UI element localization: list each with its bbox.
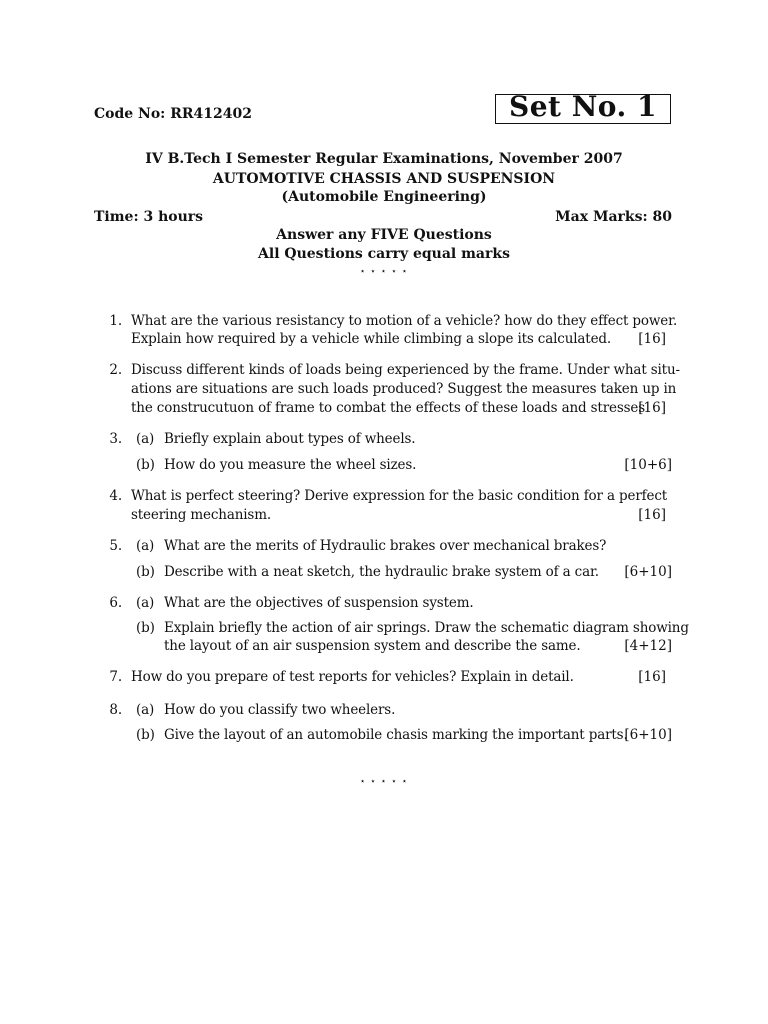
question-marks: [16] — [638, 400, 666, 416]
question-text: How do you classify two wheelers. — [164, 702, 396, 718]
question-text: What are the merits of Hydraulic brakes over mechanical brakes? — [164, 538, 607, 554]
max-marks: Max Marks: 80 — [555, 209, 672, 225]
part-label: (b) — [136, 457, 155, 473]
question-marks: [10+6] — [624, 457, 672, 473]
question-marks: [16] — [638, 507, 666, 523]
instruction-marks: All Questions carry equal marks — [258, 246, 510, 262]
part-label: (a) — [136, 702, 155, 718]
question-text: What is perfect steering? Derive expression for the basic condition for a perfect — [131, 488, 668, 504]
question-marks: [6+10] — [624, 727, 672, 743]
subject-title: AUTOMOTIVE CHASSIS AND SUSPENSION — [212, 171, 556, 187]
header-stars: ⋆ ⋆ ⋆ ⋆ ⋆ — [359, 267, 409, 277]
question-text: Briefly explain about types of wheels. — [164, 431, 416, 447]
question-marks: [6+10] — [624, 564, 672, 580]
exam-title: IV B.Tech I Semester Regular Examinations, November 2007 — [145, 151, 623, 167]
question-text: How do you measure the wheel sizes. — [164, 457, 417, 473]
part-label: (b) — [136, 620, 155, 636]
set-number: Set No. 1 — [509, 90, 657, 123]
question-text: ations are situations are such loads produced? Suggest the measures taken up in — [131, 381, 677, 397]
question-number: 7. — [109, 669, 122, 685]
set-number-box — [495, 90, 671, 124]
question-number: 5. — [109, 538, 122, 554]
part-label: (a) — [136, 595, 155, 611]
part-label: (a) — [136, 538, 155, 554]
question-text: Describe with a neat sketch, the hydraulic brake system of a car. — [164, 564, 599, 580]
question-marks: [16] — [638, 669, 666, 685]
part-label: (b) — [136, 727, 155, 743]
question-number: 3. — [109, 431, 122, 447]
question-text: the layout of an air suspension system and describe the same. — [164, 638, 581, 654]
question-number: 2. — [109, 362, 122, 378]
question-text: How do you prepare of test reports for vehicles? Explain in detail. — [131, 669, 574, 685]
question-text: Discuss different kinds of loads being experienced by the frame. Under what situ- — [131, 362, 680, 378]
part-label: (a) — [136, 431, 155, 447]
question-number: 1. — [109, 313, 122, 329]
question-text: steering mechanism. — [131, 507, 272, 523]
question-number: 8. — [109, 702, 122, 718]
time-allowed: Time: 3 hours — [94, 209, 204, 225]
question-text: Explain briefly the action of air springs. Draw the schematic diagram showing — [164, 620, 689, 636]
footer-stars: ⋆ ⋆ ⋆ ⋆ ⋆ — [359, 777, 409, 787]
question-text: Explain how required by a vehicle while climbing a slope its calculated. — [131, 331, 612, 347]
question-number: 4. — [109, 488, 122, 504]
question-number: 6. — [109, 595, 122, 611]
question-text: the construcutuon of frame to combat the effects of these loads and stresses — [131, 400, 646, 416]
part-label: (b) — [136, 564, 155, 580]
question-marks: [16] — [638, 331, 666, 347]
question-text: What are the various resistancy to motion of a vehicle? how do they effect power. — [131, 313, 678, 329]
question-text: Give the layout of an automobile chasis marking the important parts. — [164, 727, 628, 743]
branch-name: (Automobile Engineering) — [281, 189, 487, 205]
question-text: What are the objectives of suspension system. — [164, 595, 474, 611]
question-marks: [4+12] — [624, 638, 672, 654]
instruction-answer: Answer any FIVE Questions — [276, 227, 492, 243]
code-number: Code No: RR412402 — [94, 106, 252, 122]
